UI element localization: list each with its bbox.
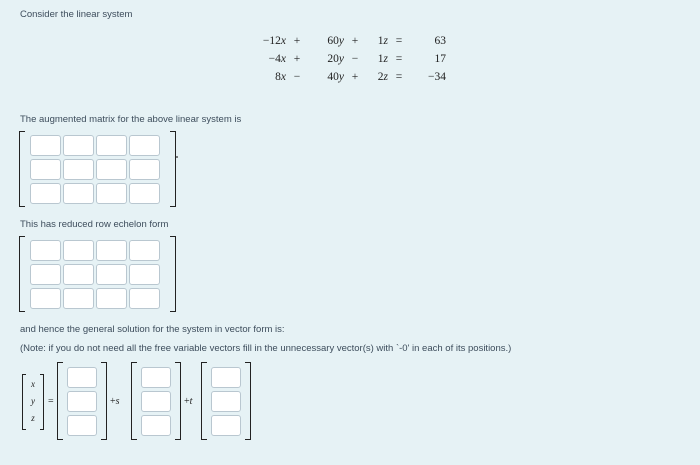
augmented-matrix-grid [30,135,160,204]
matrix-entry-input[interactable] [96,159,127,180]
operator: − [351,53,359,65]
equation-cell [410,32,446,50]
rref-label: This has reduced row echelon form [20,219,169,230]
equation-cell [410,50,446,68]
vector-entry-input[interactable] [141,391,171,412]
matrix-entry-input[interactable] [30,240,61,261]
t-vector [201,362,251,440]
left-bracket [19,131,25,207]
left-bracket [57,362,63,440]
z-coef: 1 [377,35,384,47]
plus-t-label [184,396,192,407]
vector-entry-input[interactable] [211,415,241,436]
matrix-entry-input[interactable] [63,264,94,285]
matrix-entry-input[interactable] [96,288,127,309]
equation-cell [250,68,286,86]
matrix-entry-input[interactable] [30,183,61,204]
x-coef: −4 [268,53,281,65]
equation-cell [286,50,308,68]
variable-y: y [338,71,344,83]
equation-cell [344,68,366,86]
equals-sign: = [395,53,403,65]
equation-cell [366,32,388,50]
right-bracket [245,362,251,440]
operator: + [351,71,359,83]
matrix-entry-input[interactable] [129,264,160,285]
plus-sign: + [110,396,116,407]
var-z: z [31,413,35,423]
right-bracket [170,236,176,312]
equation-cell [308,68,344,86]
equation-row [250,50,446,68]
matrix-entry-input[interactable] [129,183,160,204]
matrix-entry-input[interactable] [30,288,61,309]
t-vector-grid [211,367,241,436]
s-vector [131,362,181,440]
particular-vector [57,362,107,440]
matrix-entry-input[interactable] [129,288,160,309]
variable-z: z [383,35,388,47]
equation-cell [366,50,388,68]
plus-s-label [110,396,120,407]
matrix-entry-input[interactable] [30,135,61,156]
matrix-entry-input[interactable] [96,264,127,285]
equation-cell [308,50,344,68]
linear-system [250,32,446,86]
vector-entry-input[interactable] [211,391,241,412]
equation-cell [286,32,308,50]
equation-row [250,32,446,50]
y-coef: 40 [327,71,339,83]
matrix-entry-input[interactable] [63,183,94,204]
variable-x: x [280,35,286,47]
period-mark [176,156,178,158]
right-bracket [175,362,181,440]
equation-cell [410,68,446,86]
operator: + [293,53,301,65]
matrix-entry-input[interactable] [96,135,127,156]
vector-entry-input[interactable] [67,415,97,436]
matrix-entry-input[interactable] [129,240,160,261]
vector-entry-input[interactable] [211,367,241,388]
left-bracket [131,362,137,440]
augmented-matrix [19,131,176,207]
vector-entry-input[interactable] [67,367,97,388]
rhs-value: 63 [434,35,446,47]
plus-sign: + [184,396,190,407]
equals-sign: = [395,35,403,47]
variable-x: x [280,71,286,83]
matrix-entry-input[interactable] [96,183,127,204]
equals-sign: = [395,71,403,83]
matrix-entry-input[interactable] [129,135,160,156]
operator: + [351,35,359,47]
variable-y: y [338,35,344,47]
operator: + [293,35,301,47]
var-y: y [31,396,35,406]
equation-cell [366,68,388,86]
right-bracket [40,374,44,430]
right-bracket [101,362,107,440]
matrix-entry-input[interactable] [96,240,127,261]
general-solution-label: and hence the general solution for the system in vector form is: [20,324,285,335]
rref-matrix [19,236,176,312]
vector-entry-input[interactable] [141,367,171,388]
param-t: t [189,396,193,407]
x-coef: −12 [262,35,281,47]
s-vector-grid [141,367,171,436]
matrix-entry-input[interactable] [30,264,61,285]
matrix-entry-input[interactable] [63,240,94,261]
variable-x: x [280,53,286,65]
equation-cell [250,50,286,68]
var-x: x [31,379,35,389]
variable-y: y [338,53,344,65]
intro-text: Consider the linear system [20,9,133,20]
variable-z: z [383,71,388,83]
matrix-entry-input[interactable] [63,159,94,180]
equation-cell [388,50,410,68]
right-bracket [170,131,176,207]
vector-entry-input[interactable] [141,415,171,436]
particular-vector-grid [67,367,97,436]
vector-entry-input[interactable] [67,391,97,412]
z-coef: 2 [377,71,384,83]
rhs-value: −34 [428,71,446,83]
matrix-entry-input[interactable] [63,288,94,309]
y-coef: 60 [327,35,339,47]
equation-cell [308,32,344,50]
matrix-entry-input[interactable] [129,159,160,180]
matrix-entry-input[interactable] [63,135,94,156]
matrix-entry-input[interactable] [30,159,61,180]
equation-cell [286,68,308,86]
augmented-matrix-label: The augmented matrix for the above linear system is [20,114,242,125]
left-bracket [19,236,25,312]
z-coef: 1 [377,53,384,65]
y-coef: 20 [327,53,339,65]
equals-sign: = [48,396,54,407]
equation-cell [388,68,410,86]
equation-cell [250,32,286,50]
equation-row [250,68,446,86]
variable-vector [22,374,44,430]
left-bracket [201,362,207,440]
equation-cell [344,32,366,50]
equation-cell [388,32,410,50]
equation-cell [344,50,366,68]
param-s: s [115,396,120,407]
x-coef: 8 [275,71,281,83]
variable-z: z [383,53,388,65]
rhs-value: 17 [434,53,446,65]
rref-matrix-grid [30,240,160,309]
note-text: (Note: if you do not need all the free variable vectors fill in the unnecessary vector(s) with `-0' in each of its positions.) [20,343,512,354]
operator: − [293,71,301,83]
